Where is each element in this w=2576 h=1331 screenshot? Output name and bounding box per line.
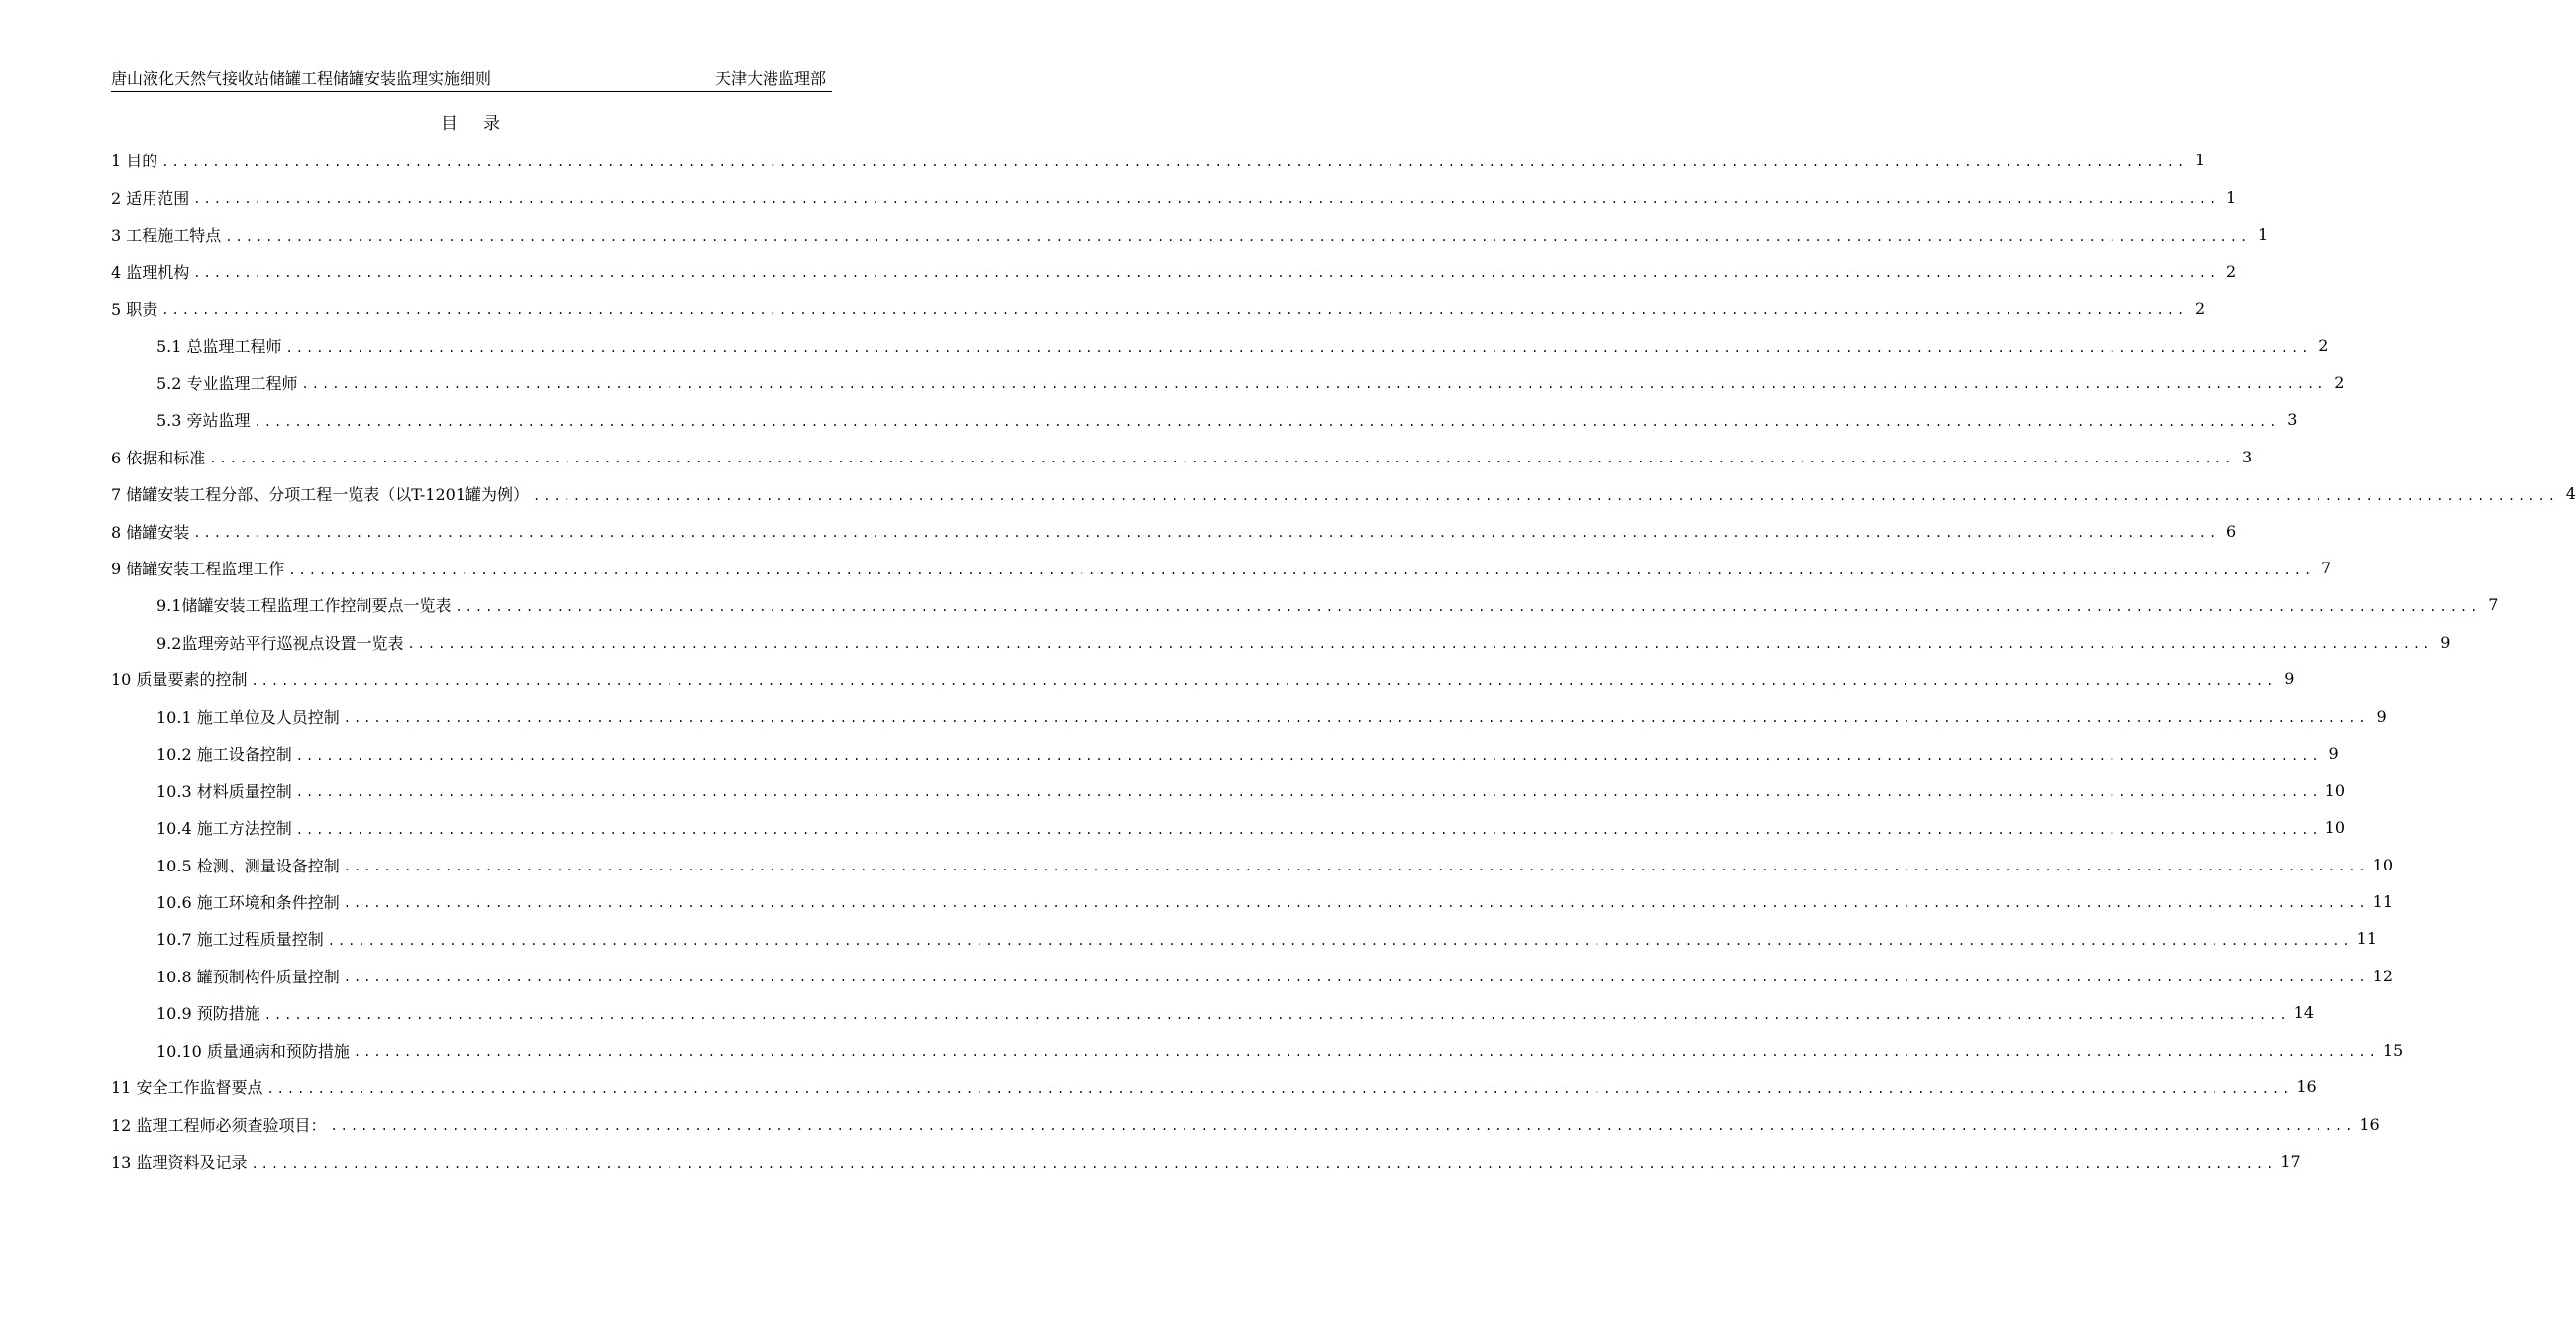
- toc-dot-leader: ........................................................................................................................................................................................................: [225, 229, 2251, 244]
- toc-entry[interactable]: [111, 624, 2451, 661]
- toc-dot-leader: ........................................................................................................................................................................................................: [533, 488, 2558, 503]
- toc-entry-label: 10.10 质量通病和预防措施: [156, 1041, 350, 1061]
- toc-entry-label: 3 工程施工特点: [111, 226, 222, 246]
- toc-entry-page-number: 3: [2287, 410, 2298, 430]
- toc-entry-label: 10 质量要素的控制: [111, 670, 248, 690]
- toc-entry[interactable]: [111, 920, 2377, 957]
- toc-entry[interactable]: [111, 364, 2345, 401]
- toc-dot-leader: ........................................................................................................................................................................................................: [343, 896, 2369, 911]
- toc-dot-leader: ........................................................................................................................................................................................................: [161, 303, 2188, 318]
- toc-dot-leader: ........................................................................................................................................................................................................: [263, 1007, 2290, 1022]
- toc-entry[interactable]: [111, 1105, 2380, 1142]
- toc-entry-page-number: 16: [2296, 1077, 2317, 1097]
- toc-entry[interactable]: [111, 735, 2339, 771]
- toc-entry[interactable]: [111, 401, 2298, 438]
- toc-entry-page-number: 1: [2195, 151, 2206, 170]
- toc-entry-page-number: 11: [2356, 929, 2377, 949]
- toc-dot-leader: ........................................................................................................................................................................................................: [193, 266, 2219, 281]
- toc-entry-label: 11 安全工作监督要点: [111, 1078, 263, 1098]
- header-document-title: 唐山液化天然气接收站储罐工程储罐安装监理实施细则: [111, 69, 492, 88]
- toc-entry-page-number: 14: [2293, 1003, 2314, 1023]
- toc-entry-label: 1 目的: [111, 152, 158, 171]
- toc-dot-leader: ........................................................................................................................................................................................................: [330, 1119, 2356, 1134]
- toc-dot-leader: ........................................................................................................................................................................................................: [455, 599, 2481, 614]
- toc-dot-leader: ........................................................................................................................................................................................................: [295, 748, 2321, 763]
- toc-entry-page-number: 7: [2321, 559, 2332, 578]
- toc-entry[interactable]: [111, 512, 2237, 549]
- toc-entry-label: 6 依据和标准: [111, 448, 206, 467]
- toc-entry-page-number: 9: [2328, 744, 2339, 764]
- toc-entry-page-number: 2: [2195, 298, 2206, 318]
- toc-entry[interactable]: [111, 290, 2206, 327]
- toc-dot-leader: ........................................................................................................................................................................................................: [295, 785, 2321, 800]
- toc-dot-leader: ........................................................................................................................................................................................................: [343, 860, 2369, 874]
- toc-entry-label: 10.1 施工单位及人员控制: [156, 707, 340, 727]
- toc-entry-page-number: 9: [2440, 632, 2451, 652]
- toc-entry-page-number: 12: [2372, 966, 2393, 985]
- toc-entry-label: 12 监理工程师必须查验项目：: [111, 1115, 327, 1135]
- toc-entry[interactable]: [111, 1069, 2317, 1105]
- toc-dot-leader: ........................................................................................................................................................................................................: [193, 526, 2219, 541]
- header-department: 天津大港监理部: [714, 69, 826, 88]
- toc-entry[interactable]: [111, 846, 2393, 882]
- toc-dot-leader: ........................................................................................................................................................................................................: [209, 452, 2235, 466]
- toc-entry[interactable]: [111, 216, 2269, 253]
- toc-entry-page-number: 9: [2376, 706, 2387, 726]
- toc-entry[interactable]: [111, 253, 2237, 289]
- toc-entry-label: 5.1 总监理工程师: [156, 337, 282, 357]
- toc-entry-page-number: 2: [2226, 261, 2237, 281]
- toc-entry[interactable]: [111, 809, 2345, 846]
- toc-dot-leader: ........................................................................................................................................................................................................: [254, 414, 2280, 429]
- toc-entry[interactable]: [111, 1143, 2301, 1179]
- toc-entry-page-number: 10: [2324, 780, 2345, 800]
- toc-entry-page-number: 10: [2324, 818, 2345, 838]
- toc-entry[interactable]: [111, 327, 2329, 363]
- toc-entry[interactable]: [111, 439, 2253, 475]
- toc-entry-label: 9 储罐安装工程监理工作: [111, 560, 285, 579]
- toc-entry-page-number: 1: [2226, 187, 2237, 207]
- toc-entry-label: 2 适用范围: [111, 188, 190, 208]
- toc-entry[interactable]: [111, 1032, 2404, 1069]
- toc-entry-label: 9.1储罐安装工程监理工作控制要点一览表: [156, 596, 452, 616]
- toc-dot-leader: ........................................................................................................................................................................................................: [266, 1081, 2293, 1096]
- toc-entry[interactable]: [111, 883, 2393, 920]
- toc-entry[interactable]: [111, 994, 2314, 1031]
- toc-entry-label: 10.7 施工过程质量控制: [156, 930, 324, 950]
- toc-entry-page-number: 17: [2280, 1152, 2301, 1172]
- toc-entry-label: 7 储罐安装工程分部、分项工程一览表（以T-1201罐为例）: [111, 485, 530, 505]
- page-header: [111, 67, 832, 92]
- toc-entry[interactable]: [111, 698, 2387, 735]
- toc-entry-page-number: 7: [2488, 595, 2499, 615]
- toc-dot-leader: ........................................................................................................................................................................................................: [343, 711, 2369, 726]
- toc-entry-label: 5 职责: [111, 299, 158, 319]
- toc-entry-label: 10.3 材料质量控制: [156, 781, 292, 801]
- toc-entry-page-number: 9: [2284, 669, 2295, 689]
- toc-entry-label: 4 监理机构: [111, 262, 190, 282]
- toc-entry[interactable]: [111, 771, 2345, 808]
- toc-entry[interactable]: [111, 586, 2499, 623]
- toc-entry[interactable]: [111, 661, 2295, 697]
- toc-heading: 目录: [441, 114, 526, 134]
- toc-dot-leader: ........................................................................................................................................................................................................: [251, 1156, 2277, 1171]
- toc-entry-page-number: 16: [2359, 1114, 2380, 1134]
- toc-entry-page-number: 4: [2565, 484, 2576, 504]
- toc-entry-label: 10.5 检测、测量设备控制: [156, 856, 340, 875]
- toc-dot-leader: ........................................................................................................................................................................................................: [285, 340, 2312, 355]
- toc-dot-leader: ........................................................................................................................................................................................................: [193, 192, 2219, 207]
- table-of-contents: [111, 142, 2576, 1179]
- toc-entry-label: 10.6 施工环境和条件控制: [156, 892, 340, 912]
- toc-dot-leader: ........................................................................................................................................................................................................: [251, 673, 2277, 688]
- toc-entry-page-number: 2: [2334, 372, 2345, 392]
- toc-dot-leader: ........................................................................................................................................................................................................: [407, 637, 2433, 652]
- toc-entry-page-number: 6: [2226, 521, 2237, 541]
- toc-entry-label: 8 储罐安装: [111, 522, 190, 542]
- toc-entry-label: 10.8 罐预制构件质量控制: [156, 967, 340, 986]
- toc-entry-label: 9.2监理旁站平行巡视点设置一览表: [156, 633, 404, 653]
- toc-entry[interactable]: [111, 178, 2237, 215]
- toc-entry-page-number: 10: [2372, 855, 2393, 874]
- toc-entry-label: 5.2 专业监理工程师: [156, 373, 298, 393]
- toc-dot-leader: ........................................................................................................................................................................................................: [327, 933, 2353, 948]
- toc-dot-leader: ........................................................................................................................................................................................................: [301, 377, 2327, 392]
- toc-entry-page-number: 1: [2258, 225, 2269, 245]
- toc-dot-leader: ........................................................................................................................................................................................................: [343, 971, 2369, 985]
- toc-dot-leader: ........................................................................................................................................................................................................: [161, 154, 2188, 169]
- toc-entry-page-number: 2: [2318, 336, 2329, 356]
- toc-entry-page-number: 11: [2372, 891, 2393, 911]
- toc-entry[interactable]: [111, 142, 2206, 178]
- toc-entry-label: 13 监理资料及记录: [111, 1153, 248, 1173]
- toc-dot-leader: ........................................................................................................................................................................................................: [353, 1045, 2379, 1060]
- toc-entry-label: 10.2 施工设备控制: [156, 745, 292, 765]
- toc-dot-leader: ........................................................................................................................................................................................................: [295, 822, 2321, 837]
- toc-entry-label: 10.9 预防措施: [156, 1004, 260, 1024]
- toc-entry-page-number: 15: [2382, 1040, 2404, 1060]
- toc-dot-leader: ........................................................................................................................................................................................................: [288, 563, 2315, 577]
- toc-entry-label: 5.3 旁站监理: [156, 411, 251, 431]
- toc-entry[interactable]: [111, 958, 2393, 994]
- toc-entry[interactable]: [111, 475, 2576, 512]
- toc-entry-label: 10.4 施工方法控制: [156, 819, 292, 839]
- toc-entry-page-number: 3: [2242, 447, 2253, 466]
- toc-entry[interactable]: [111, 550, 2332, 586]
